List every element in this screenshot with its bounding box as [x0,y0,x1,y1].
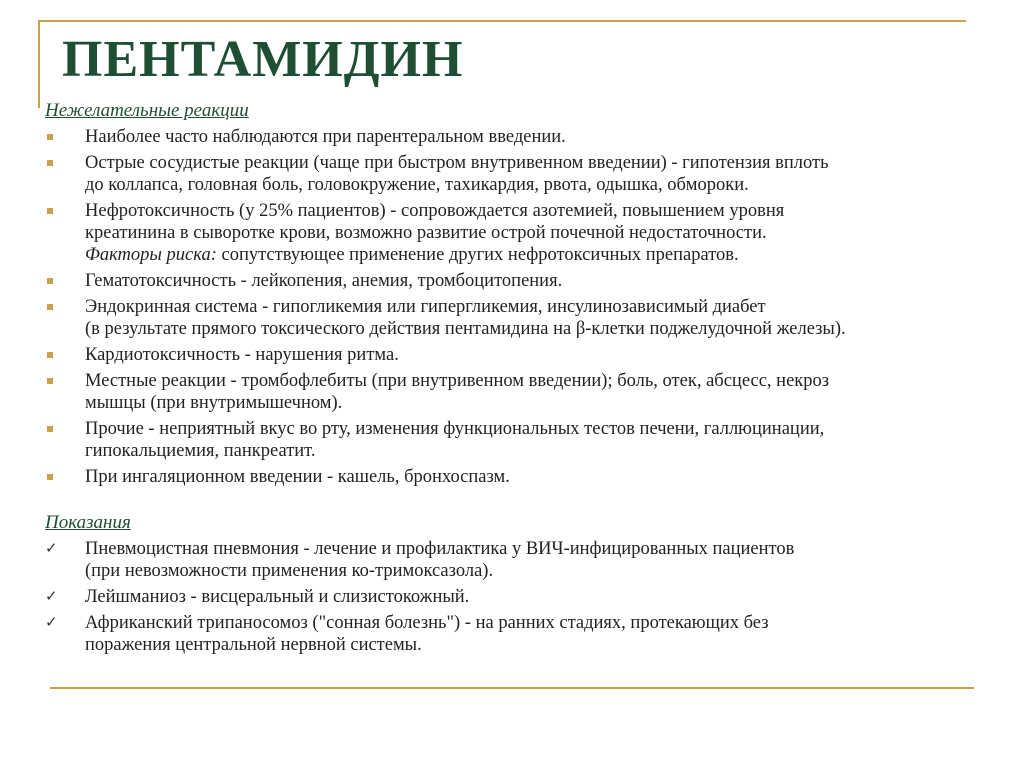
item-text-line: (в результате прямого токсического действия пентамидина на β-клетки поджелудочной железы). [85,319,846,339]
checkmark-bullet-icon: ✓ [45,589,58,605]
risk-factors-label: Факторы риска: [85,245,217,265]
list-item [45,152,1005,196]
checkmark-bullet-icon: ✓ [45,615,58,631]
square-bullet-icon [47,278,53,284]
item-text-line: до коллапса, головная боль, головокружение, тахикардия, рвота, одышка, обмороки. [85,175,749,195]
item-text-line: Местные реакции - тромбофлебиты (при внутривенном введении); боль, отек, абсцесс, некроз [85,371,830,391]
item-text-line: Пневмоцистная пневмония - лечение и профилактика у ВИЧ-инфицированных пациентов [85,539,795,559]
item-text-line: Нефротоксичность (у 25% пациентов) - сопровождается азотемией, повышением уровня [85,201,785,221]
square-bullet-icon [47,134,53,140]
item-text-line: (при невозможности применения ко-тримоксазола). [85,561,494,581]
item-text-line: Острые сосудистые реакции (чаще при быстром внутривенном введении) - гипотензия вплоть [85,153,829,173]
item-text-line: Эндокринная система - гипогликемия или гипергликемия, инсулинозависимый диабет [85,297,766,317]
list-item [45,370,1005,414]
square-bullet-icon [47,160,53,166]
indications-list [45,538,1005,656]
adverse-reactions-heading: Нежелательные реакции [45,100,249,121]
square-bullet-icon [47,208,53,214]
item-text-line: Прочие - неприятный вкус во рту, изменения функциональных тестов печени, галлюцинации, [85,419,825,439]
adverse-reactions-list [45,126,1005,488]
slide-content [45,100,1005,656]
item-text-line: Лейшманиоз - висцеральный и слизистокожный. [85,587,470,607]
slide-title: ПЕНТАМИДИН [62,31,464,88]
item-text-line: При ингаляционном введении - кашель, бронхоспазм. [85,467,510,487]
item-text-line: Гематотоксичность - лейкопения, анемия, тромбоцитопения. [85,271,563,291]
list-item [45,344,1005,366]
bottom-border-line [50,687,974,689]
item-text-line: Кардиотоксичность - нарушения ритма. [85,345,399,365]
square-bullet-icon [47,378,53,384]
risk-factors-text: сопутствующее применение других нефротоксичных препаратов. [216,245,739,265]
list-item [45,126,1005,148]
top-border-line [38,20,966,22]
list-item [45,296,1005,340]
list-item [45,200,1005,266]
item-text-line: Наиболее часто наблюдаются при парентеральном введении. [85,127,566,147]
item-text-line: мышцы (при внутримышечном). [85,393,343,413]
item-text-line: креатинина в сыворотке крови, возможно развитие острой почечной недостаточности. [85,223,767,243]
list-item [45,418,1005,462]
square-bullet-icon [47,426,53,432]
left-border-line [38,20,40,108]
item-text-line: Африканский трипаносомоз ("сонная болезнь") - на ранних стадиях, протекающих без [85,613,769,633]
item-text-line: гипокальциемия, панкреатит. [85,441,316,461]
square-bullet-icon [47,474,53,480]
list-item [45,612,1005,656]
item-text-line: поражения центральной нервной системы. [85,635,422,655]
list-item [45,586,1005,608]
checkmark-bullet-icon: ✓ [45,541,58,557]
indications-heading: Показания [45,512,131,533]
square-bullet-icon [47,352,53,358]
list-item [45,466,1005,488]
square-bullet-icon [47,304,53,310]
indications-section [45,512,1005,656]
list-item [45,538,1005,582]
list-item [45,270,1005,292]
